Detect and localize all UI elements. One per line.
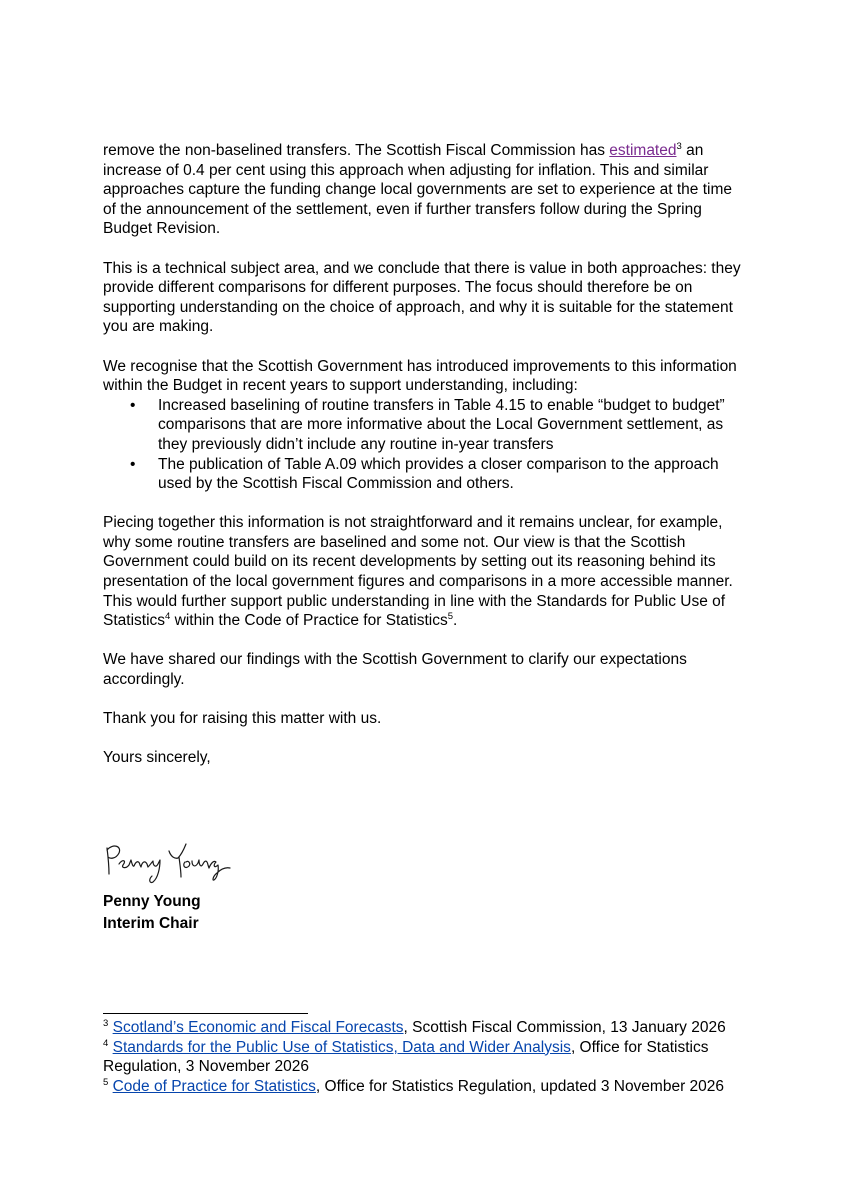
footnote-source: , Scottish Fiscal Commission, 13 January 2026 [403,1019,726,1036]
paragraph-1-text-before: remove the non-baselined transfers. The Scottish Fiscal Commission has [103,142,610,159]
paragraph-4 [103,513,743,631]
footnote-number: 3 [103,1018,109,1029]
footnote-ref-5: 5 [447,611,454,623]
footnote-5 [103,1077,733,1097]
paragraph-3: We recognise that the Scottish Government has introduced improvements to this information within the Budget in recent years to support understanding, including: [103,357,737,395]
paragraph-4-text-middle: within the Code of Practice for Statistics [170,612,448,630]
list-item: • The publication of Table A.09 which provides a closer comparison to the approach used by the Scottish Fiscal Commission and others. [158,455,743,494]
paragraph-6: Thank you for raising this matter with us. [103,710,382,728]
footnote-link-standards[interactable]: Standards for the Public Use of Statistics, Data and Wider Analysis [112,1038,571,1056]
footnote-ref-3: 3 [676,141,682,152]
signatory-name: Penny Young [103,893,201,910]
footnote-source: , Office for Statistics Regulation, updated 3 November 2026 [315,1078,725,1096]
paragraph-4-text-before: Piecing together this information is not straightforward and it remains unclear, for example, why some routine transfers are baselined and some not. Our view is that the Scottish Government could build on its recent developments by setting out its reasoning behind its presentation of the local government figures and comparisons in a more accessible manner. This would further support public understanding in line with the Standards for Public Use of Statistics [103,514,733,630]
improvements-list [103,396,743,494]
footnote-number: 4 [103,1037,109,1049]
footnote-divider [103,1013,308,1014]
paragraph-1 [103,141,743,239]
closing-salutation: Yours sincerely, [103,749,211,767]
footnote-link-code-of-practice[interactable]: Code of Practice for Statistics [112,1078,316,1096]
footnote-4 [103,1038,733,1077]
footnote-number: 5 [103,1077,109,1089]
paragraph-1-text-after: an increase of 0.4 per cent using this approach when adjusting for inflation. This and similar approaches capture the funding change local governments are set to experience at the time of the announcement of the settlement, even if further transfers follow during the Spring Budget Revision. [103,142,733,238]
list-item: • Increased baselining of routine transfers in Table 4.15 to enable “budget to budget” comparisons that are more informative about the Local Government settlement, as they previously didn’t include any routine in-year transfers [158,396,743,455]
footnote-ref-4: 4 [165,611,171,623]
handwritten-signature [103,838,235,886]
estimated-link[interactable]: estimated [609,142,677,159]
paragraph-5: We have shared our findings with the Scottish Government to clarify our expectations accordingly. [103,651,687,689]
signatory-title: Interim Chair [103,915,199,932]
footnote-link-sfc-forecasts[interactable]: Scotland’s Economic and Fiscal Forecasts [112,1019,404,1036]
letter-body [103,141,743,788]
footnote-3 [103,1018,733,1038]
footnotes [103,1018,733,1097]
footnote-source: , Office for Statistics Regulation, 3 November 2026 [103,1038,709,1076]
paragraph-2: This is a technical subject area, and we conclude that there is value in both approaches: they provide different comparisons for different purposes. The focus should therefore be on supporting understanding on the choice of approach, and why it is suitable for the statement you are making. [103,259,741,336]
paragraph-4-text-after: . [453,612,458,630]
